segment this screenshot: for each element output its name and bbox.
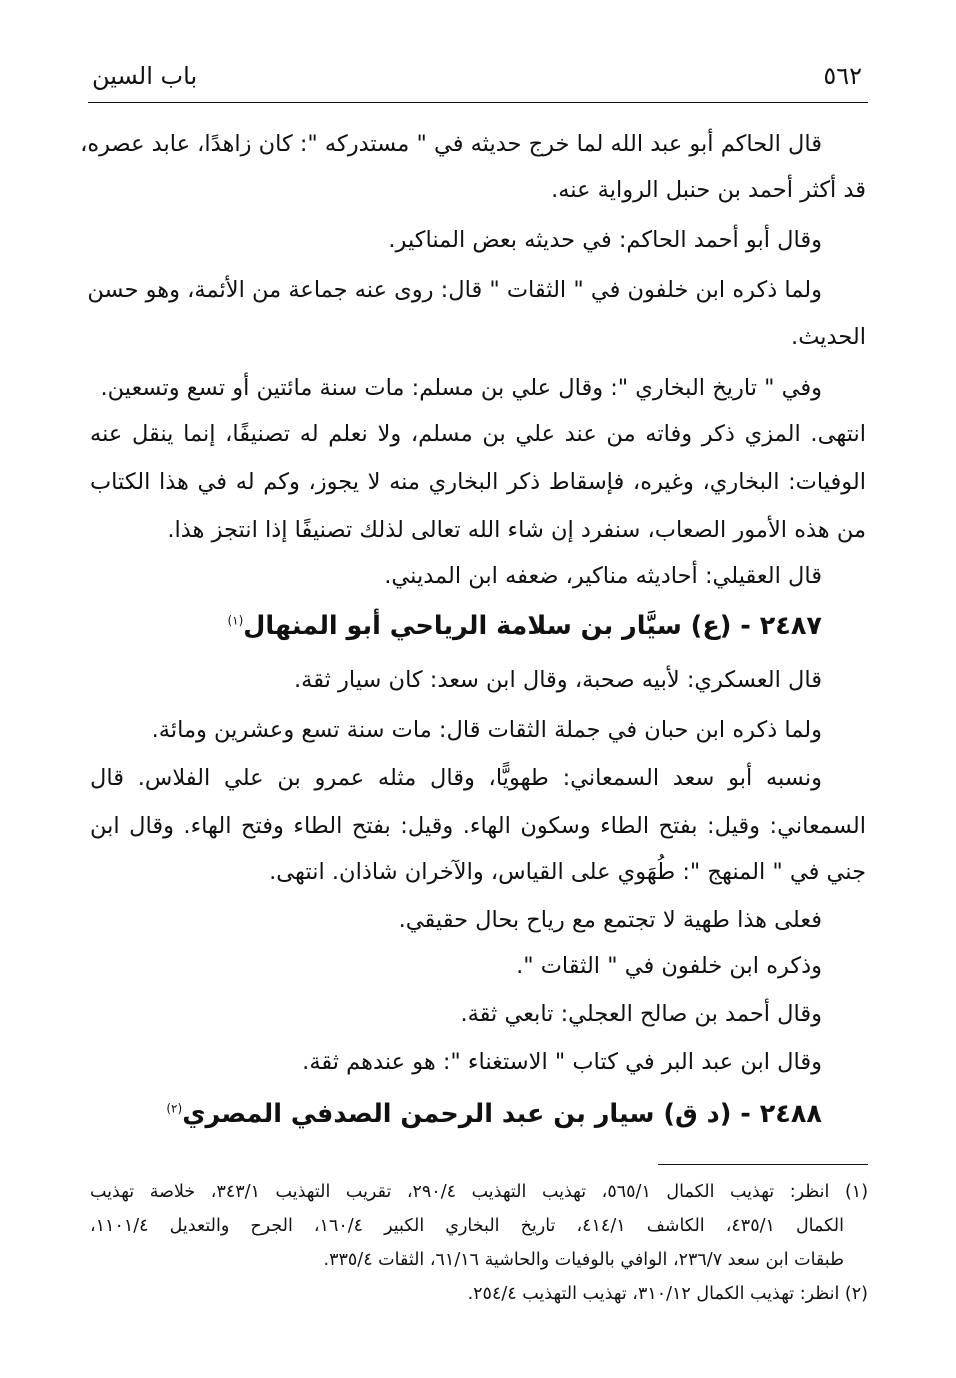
- footnote-2-line: (٢) انظر: تهذيب الكمال ٣١٠/١٢، تهذيب التهذيب ٢٥٤/٤.: [467, 1284, 868, 1304]
- page-number: ٥٦٢: [823, 62, 862, 90]
- body-line: الحديث.: [791, 324, 866, 350]
- body-line: السمعاني: وقيل: بفتح الطاء وسكون الهاء. وقيل: بفتح الطاء وفتح الهاء. وقال ابن: [90, 813, 866, 839]
- body-line: من هذه الأمور الصعاب، سنفرد إن شاء الله تعالى لذلك تصنيفًا إذا انتجز هذا.: [167, 517, 866, 543]
- page-header: [88, 58, 868, 98]
- body-line: فعلى هذا طهية لا تجتمع مع رياح بحال حقيقي.: [398, 907, 822, 933]
- body-line: انتهى. المزي ذكر وفاته من عند علي بن مسلم، ولا نعلم له تصنيفًا، إنما ينقل عنه: [90, 421, 866, 447]
- body-line: الوفيات: البخاري، وغيره، فإسقاط ذكر البخاري منه لا يجوز، وكم له في هذا الكتاب: [90, 469, 866, 495]
- body-line: وقال ابن عبد البر في كتاب " الاستغناء ": هو عندهم ثقة.: [302, 1049, 822, 1075]
- body-line: ولما ذكره ابن حبان في جملة الثقات قال: مات سنة تسع وعشرين ومائة.: [151, 717, 822, 743]
- body-line: ولما ذكره ابن خلفون في " الثقات " قال: روى عنه جماعة من الأئمة، وهو حسن: [87, 277, 822, 303]
- footnote-ref-2: (٢): [166, 1101, 183, 1116]
- footnote-1-line: (١) انظر: تهذيب الكمال ٥٦٥/١، تهذيب التهذيب ٢٩٠/٤، تقريب التهذيب ٣٤٣/١، خلاصة تهذيب: [90, 1182, 869, 1202]
- entry-heading-text: ٢٤٨٧ - (ع) سيَّار بن سلامة الرياحي أبو المنهال: [243, 611, 822, 641]
- body-line: وذكره ابن خلفون في " الثقات ".: [516, 953, 822, 979]
- footnote-1-line: طبقات ابن سعد ٢٣٦/٧، الوافي بالوفيات والحاشية ٦١/١٦، الثقات ٣٣٥/٤.: [323, 1250, 844, 1270]
- body-line: ونسبه أبو سعد السمعاني: طهويًّا، وقال مثله عمرو بن علي الفلاس. قال: [90, 765, 822, 791]
- entry-heading-2488: [90, 1094, 822, 1134]
- body-line: وقال أبو أحمد الحاكم: في حديثه بعض المناكير.: [388, 227, 822, 253]
- body-line: قال العقيلي: أحاديثه مناكير، ضعفه ابن المديني.: [384, 563, 822, 589]
- body-line: وقال أحمد بن صالح العجلي: تابعي ثقة.: [460, 1001, 822, 1027]
- footnote-1-line: الكمال ٤٣٥/١، الكاشف ٤١٤/١، تاريخ البخاري الكبير ١٦٠/٤، الجرح والتعديل ١١٠١/٤،: [90, 1216, 844, 1236]
- header-divider: [88, 102, 868, 103]
- body-line: قال الحاكم أبو عبد الله لما خرج حديثه في " مستدركه ": كان زاهدًا، عابد عصره،: [80, 131, 822, 157]
- body-line: قال العسكري: لأبيه صحبة، وقال ابن سعد: كان سيار ثقة.: [294, 667, 822, 693]
- entry-heading-2487: [90, 606, 822, 646]
- entry-heading-text: ٢٤٨٨ - (د ق) سيار بن عبد الرحمن الصدفي المصري: [182, 1099, 822, 1129]
- body-line: وفي " تاريخ البخاري ": وقال علي بن مسلم: مات سنة مائتين أو تسع وتسعين.: [100, 375, 822, 401]
- body-line: جني في " المنهج ": طُهَوي على القياس، والآخران شاذان. انتهى.: [269, 859, 866, 885]
- footnote-divider: [658, 1164, 868, 1165]
- footnote-ref-1: (١): [227, 613, 244, 628]
- body-line: قد أكثر أحمد بن حنبل الرواية عنه.: [551, 177, 866, 203]
- chapter-title: باب السين: [92, 62, 198, 90]
